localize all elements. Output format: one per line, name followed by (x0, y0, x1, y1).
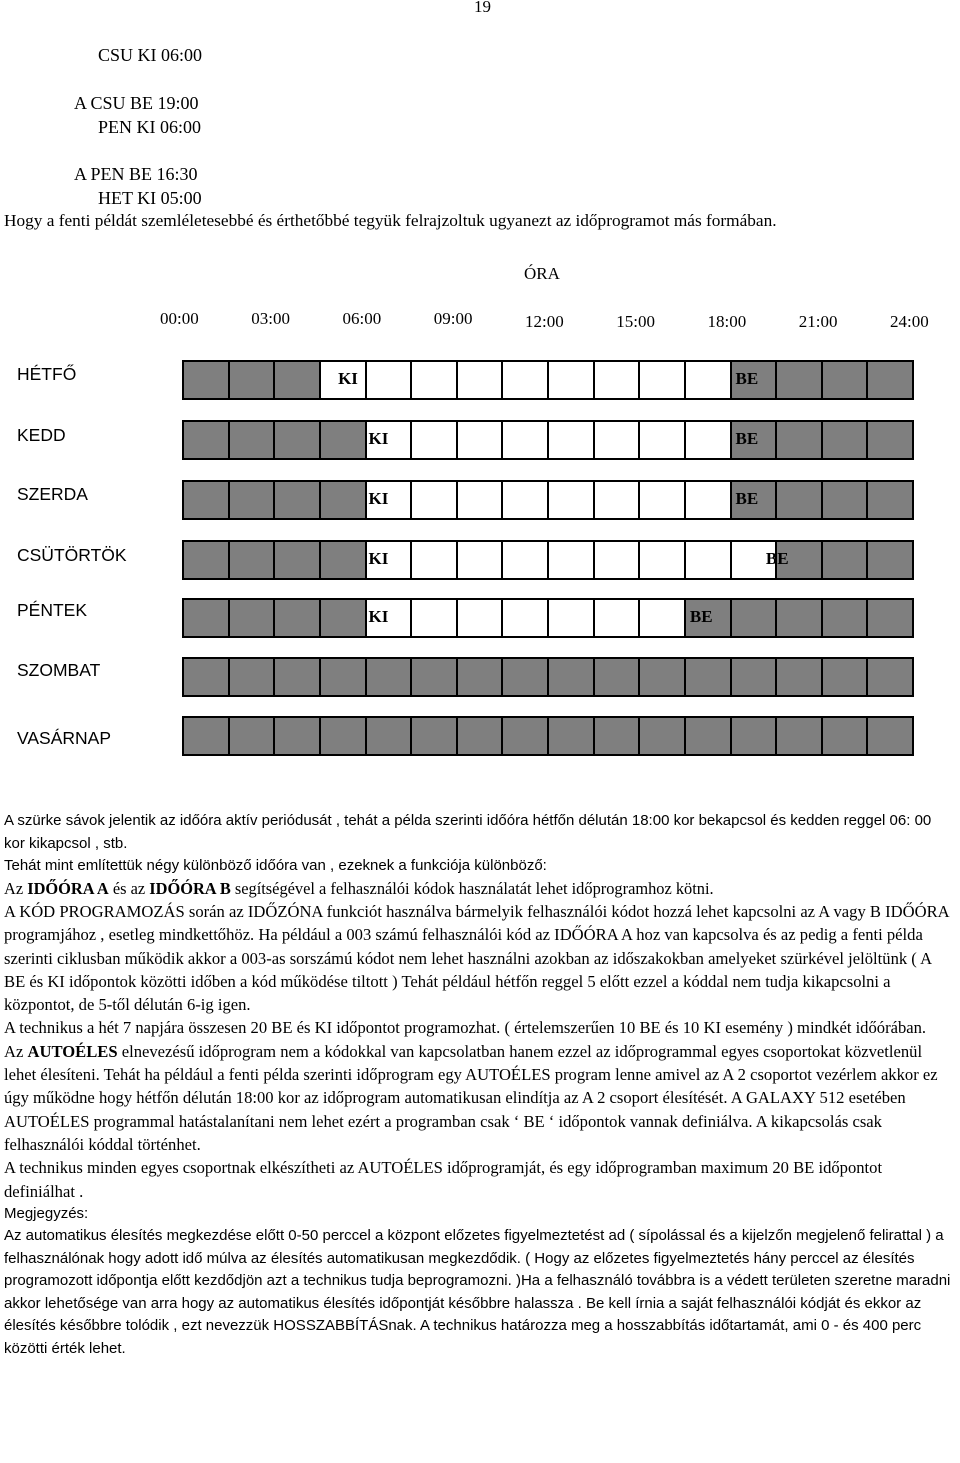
active-period-segment (184, 362, 230, 398)
active-period-segment (868, 600, 914, 636)
inactive-period-segment (412, 600, 458, 636)
active-period-segment (503, 718, 549, 754)
active-period-segment (777, 482, 823, 518)
active-period-segment (367, 659, 413, 695)
paragraph: Az automatikus élesítés megkezdése előtt 0-50 perccel a központ előzetes figyelmeztetést ad ( sípolással és a kijelzőn megjelenő felirattal ) a felhasználónak hogy adott idő múlva az élesítés automatikusan megkezdődik. ( Hogy az előzetes figyelmeztetés hány perccel az élesítés programozott időpontja előtt kezdődjön azt a technikus tudja beprogramozni. )Ha a felhasználó továbbra is a védett területen szeretne maradni akkor lehetősége van arra hogy az automatikus élesítés időpontját későbbre halassza . Be kell írnia a saját felhasználói kódját és ekkor az élesítés későbbre tolódik , ezt nevezzük HOSSZABBÍTÁSnak. A technikus határozza meg a hosszabbítás időtartamát, ami 0 - és 400 perc közötti érték lehet. (4, 1227, 951, 1357)
active-period-segment (184, 422, 230, 458)
inactive-period-segment (503, 362, 549, 398)
active-period-segment (549, 718, 595, 754)
active-period-segment (823, 362, 869, 398)
active-period-segment (184, 482, 230, 518)
active-period-segment (458, 659, 504, 695)
inactive-period-segment (640, 482, 686, 518)
off-marker-label: KI (368, 489, 389, 508)
day-band (182, 420, 914, 460)
day-band (182, 540, 914, 580)
hour-tick-label: 00:00 (160, 309, 199, 328)
active-period-segment (458, 718, 504, 754)
active-period-segment (732, 718, 778, 754)
hour-tick-label: 12:00 (525, 312, 564, 331)
active-period-segment (823, 659, 869, 695)
on-marker-label: BE (735, 489, 759, 508)
active-period-segment (868, 718, 914, 754)
active-period-segment (367, 718, 413, 754)
hour-tick-label: 15:00 (616, 312, 655, 331)
inactive-period-segment (549, 600, 595, 636)
active-period-segment (184, 659, 230, 695)
paragraph: Az IDŐÓRA A és az IDŐÓRA B segítségével a felhasználói kódok használatát lehet időprogramhoz kötni. (4, 878, 714, 898)
program-line: HET KI 05:00 (98, 188, 202, 208)
day-label: HÉTFŐ (17, 364, 77, 384)
inactive-period-segment (503, 600, 549, 636)
active-period-segment (321, 482, 367, 518)
active-period-segment (823, 718, 869, 754)
active-period-segment (230, 718, 276, 754)
active-period-segment (184, 718, 230, 754)
on-marker-label: BE (689, 607, 713, 626)
day-band (182, 480, 914, 520)
on-marker-label: BE (765, 549, 789, 568)
active-period-segment (823, 600, 869, 636)
inactive-period-segment (458, 542, 504, 578)
inactive-period-segment (503, 482, 549, 518)
active-period-segment (868, 422, 914, 458)
inactive-period-segment (503, 542, 549, 578)
active-period-segment (732, 600, 778, 636)
inactive-period-segment (640, 542, 686, 578)
day-label: SZOMBAT (17, 660, 101, 680)
paragraph: A KÓD PROGRAMOZÁS során az IDŐZÓNA funkciót használva bármelyik felhasználói kódot hozzá lehet kapcsolni az A vagy B IDŐÓRA programjához , esetleg mindkettőhöz. Ha például a 003 számú felhasználói kód az IDŐÓRA A hoz van kapcsolva és az pedig a fenti példa szerinti ciklusban működik akkor a 003-as sorszámú kódot nem lehet használni azokban az időszakokban amelyeket szürkével jelöltünk ( A BE és KI időpontok közötti időben a kód működése tiltott ) Tehát például hétfőn reggel 5 előtt ezzel a kóddal nem tudja kikapcsolni a központot, de 5-től délután 6-ig igen. (4, 902, 949, 1015)
active-period-segment (230, 422, 276, 458)
day-label: SZERDA (17, 484, 88, 504)
inactive-period-segment (503, 422, 549, 458)
active-period-segment (823, 482, 869, 518)
active-period-segment (777, 362, 823, 398)
inactive-period-segment (595, 362, 641, 398)
off-marker-label: KI (338, 369, 358, 388)
day-label: CSÜTÖRTÖK (17, 545, 127, 565)
inactive-period-segment (549, 422, 595, 458)
inactive-period-segment (458, 482, 504, 518)
program-line: A PEN BE 16:30 (74, 164, 198, 184)
page-number: 19 (474, 0, 491, 16)
inactive-period-segment (595, 542, 641, 578)
program-line: CSU KI 06:00 (98, 45, 203, 65)
off-marker-label: KI (368, 429, 389, 448)
active-period-segment (640, 718, 686, 754)
program-line: PEN KI 06:00 (98, 117, 201, 137)
active-period-segment (275, 482, 321, 518)
active-period-segment (321, 600, 367, 636)
inactive-period-segment (686, 422, 732, 458)
active-period-segment (777, 600, 823, 636)
active-period-segment (275, 542, 321, 578)
inactive-period-segment (686, 482, 732, 518)
active-period-segment (777, 718, 823, 754)
active-period-segment (732, 659, 778, 695)
inactive-period-segment (458, 422, 504, 458)
inactive-period-segment (549, 542, 595, 578)
active-period-segment (275, 600, 321, 636)
active-period-segment (868, 482, 914, 518)
day-band (182, 360, 914, 400)
day-label: KEDD (17, 425, 66, 445)
active-period-segment (321, 422, 367, 458)
active-period-segment (321, 659, 367, 695)
inactive-period-segment (458, 362, 504, 398)
body-text (4, 810, 956, 1360)
active-period-segment (275, 718, 321, 754)
day-band (182, 598, 914, 638)
active-period-segment (868, 659, 914, 695)
day-label: PÉNTEK (17, 600, 88, 620)
day-band (182, 716, 914, 756)
inactive-period-segment (595, 422, 641, 458)
day-band (182, 657, 914, 697)
day-label: VASÁRNAP (17, 728, 112, 748)
hour-tick-label: 18:00 (707, 312, 747, 331)
paragraph: Megjegyzés: (4, 1204, 89, 1222)
inactive-period-segment (640, 422, 686, 458)
inactive-period-segment (640, 600, 686, 636)
on-marker-label: BE (735, 429, 759, 448)
inactive-period-segment (549, 362, 595, 398)
active-period-segment (321, 718, 367, 754)
active-period-segment (412, 659, 458, 695)
inactive-period-segment (549, 482, 595, 518)
active-period-segment (686, 659, 732, 695)
active-period-segment (777, 422, 823, 458)
inactive-period-segment (412, 362, 458, 398)
inactive-period-segment (412, 422, 458, 458)
paragraph: A technikus a hét 7 napjára összesen 20 BE és KI időpontot programozhat. ( értelemszerűen 10 BE és 10 KI esemény ) mindkét időórában. (4, 1018, 927, 1038)
inactive-period-segment (595, 482, 641, 518)
intro-line: Hogy a fenti példát szemléletesebbé és érthetőbbé tegyük felrajzoltuk ugyanezt az időprogramot más formában. (4, 211, 777, 230)
active-period-segment (230, 362, 276, 398)
active-period-segment (503, 659, 549, 695)
hour-tick-label: 06:00 (342, 309, 382, 328)
active-period-segment (275, 659, 321, 695)
active-period-segment (595, 718, 641, 754)
inactive-period-segment (686, 542, 732, 578)
active-period-segment (868, 542, 914, 578)
inactive-period-segment (412, 542, 458, 578)
active-period-segment (275, 362, 321, 398)
active-period-segment (823, 422, 869, 458)
inactive-period-segment (640, 362, 686, 398)
hour-tick-label: 09:00 (433, 309, 473, 328)
hour-tick-label: 03:00 (251, 309, 290, 328)
active-period-segment (549, 659, 595, 695)
inactive-period-segment (595, 600, 641, 636)
off-marker-label: KI (368, 549, 389, 568)
on-marker-label: BE (735, 369, 759, 388)
program-line: A CSU BE 19:00 (74, 93, 199, 113)
chart-title: ÓRA (524, 264, 560, 283)
paragraph: Az AUTOÉLES elnevezésű időprogram nem a kódokkal van kapcsolatban hanem ezzel az időprogrammal egyes csoportokat közvetlenül lehet élesíteni. Tehát ha például a fenti példa szerinti időprogram egy AUTOÉLES program lenne amivel az A 2 csoportot vezérlem akkor ez úgy működne hogy hétfőn délután 18:00 kor az időprogram automatikusan elindítja az A 2 csoport élesítését. A GALAXY 512 esetében AUTOÉLES programmal hatástalanítani nem lehet ezért a programban csak ‘ BE ‘ időpontok vannak definiálva. A kikapcsolás csak felhasználói kóddal történhet. (4, 1041, 938, 1154)
inactive-period-segment (458, 600, 504, 636)
active-period-segment (184, 542, 230, 578)
active-period-segment (777, 659, 823, 695)
paragraph: Tehát mint említettük négy különböző időóra van , ezeknek a funkciója különböző: (4, 857, 547, 874)
active-period-segment (230, 542, 276, 578)
active-period-segment (823, 542, 869, 578)
inactive-period-segment (367, 362, 413, 398)
active-period-segment (184, 600, 230, 636)
active-period-segment (686, 718, 732, 754)
inactive-period-segment (412, 482, 458, 518)
active-period-segment (868, 362, 914, 398)
active-period-segment (275, 422, 321, 458)
paragraph: A szürke sávok jelentik az időóra aktív periódusát , tehát a példa szerinti időóra hétfőn délután 18:00 kor bekapcsol és kedden reggel 06: 00 kor kikapcsol , stb. (4, 812, 932, 852)
active-period-segment (640, 659, 686, 695)
active-period-segment (230, 482, 276, 518)
hour-tick-label: 21:00 (798, 312, 838, 331)
active-period-segment (321, 542, 367, 578)
active-period-segment (230, 659, 276, 695)
off-marker-label: KI (368, 607, 389, 626)
active-period-segment (412, 718, 458, 754)
inactive-period-segment (686, 362, 732, 398)
active-period-segment (230, 600, 276, 636)
paragraph: A technikus minden egyes csoportnak elkészítheti az AUTOÉLES időprogramját, és egy időprogramban maximum 20 BE időpontot definiálhat . (4, 1158, 883, 1201)
active-period-segment (595, 659, 641, 695)
hour-tick-label: 24:00 (890, 312, 929, 331)
